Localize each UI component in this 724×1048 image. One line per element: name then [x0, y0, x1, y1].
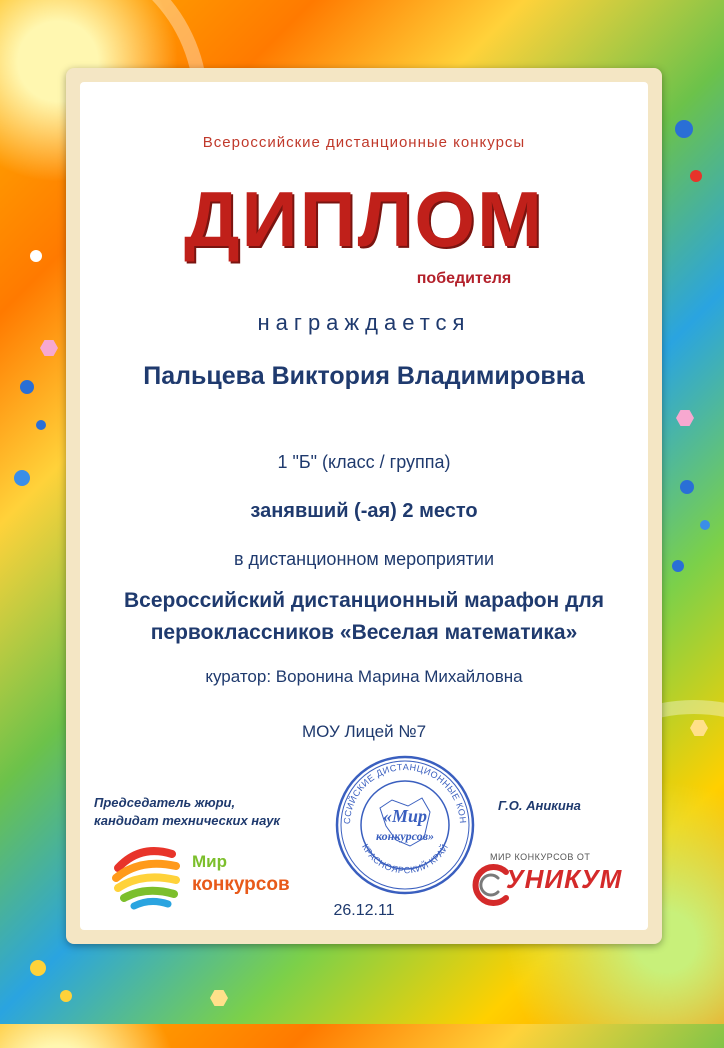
awarded-label: награждается [257, 310, 471, 335]
jury-chair [94, 794, 314, 830]
unikum-logo-word: УНИКУМ [506, 864, 623, 894]
signer-name: Г.О. Аникина [498, 798, 581, 813]
stamp-seal-icon [330, 750, 480, 900]
dot-decoration [36, 420, 46, 430]
recipient-name: Пальцева Виктория Владимировна [143, 362, 585, 390]
dot-decoration [672, 560, 684, 572]
stamp-ring-bottom: КРАСНОЯРСКИЙ КРАЙ [359, 842, 451, 876]
event-name-line1: Всероссийский дистанционный марафон для [124, 589, 604, 612]
issue-date: 26.12.11 [333, 902, 395, 919]
hexagon-decoration [676, 410, 694, 426]
event-intro: в дистанционном мероприятии [233, 549, 495, 569]
hexagon-decoration [210, 990, 228, 1006]
dot-decoration [60, 990, 72, 1002]
dot-decoration [675, 120, 693, 138]
hexagon-decoration [40, 340, 58, 356]
dot-decoration [30, 960, 46, 976]
school-name: МОУ Лицей №7 [301, 722, 427, 741]
place-text: занявший (-ая) 2 место [250, 500, 478, 522]
dot-decoration [14, 470, 30, 486]
mir-logo-line1: Мир [192, 852, 227, 871]
mir-logo-line2: конкурсов [192, 874, 290, 895]
dot-decoration [680, 480, 694, 494]
rainbow-logo-icon [110, 840, 188, 910]
mir-konkursov-logo [110, 840, 320, 910]
unikum-logo-caption: МИР КОНКУРСОВ ОТ [490, 852, 591, 862]
jury-chair-line2: кандидат технических наук [94, 813, 281, 828]
dot-decoration [690, 170, 702, 182]
dot-decoration [20, 380, 34, 394]
diploma-sheet [80, 82, 648, 930]
stamp-ring-top: ССИЙСКИЕ ДИСТАНЦИОННЫЕ КОН [341, 761, 469, 825]
official-stamp [330, 750, 480, 900]
jury-chair-line1: Председатель жюри, [94, 795, 236, 810]
contest-header: Всероссийские дистанционные конкурсы [202, 134, 526, 151]
diploma-title: ДИПЛОМ [183, 175, 545, 263]
recipient-class: 1 "Б" (класс / группа) [277, 452, 451, 472]
dot-decoration [700, 520, 710, 530]
diploma-frame [66, 68, 662, 944]
stamp-center-line1: «Мир [382, 806, 428, 826]
event-name-line2: первоклассников «Веселая математика» [150, 621, 578, 644]
dot-decoration [30, 250, 42, 262]
event-name [80, 585, 648, 649]
svg-text:КРАСНОЯРСКИЙ КРАЙ [360, 842, 450, 876]
stamp-center-line2: конкурсов» [376, 829, 434, 843]
diploma-subtitle: победителя [416, 270, 512, 287]
curator-text: куратор: Воронина Марина Михайловна [205, 667, 523, 686]
